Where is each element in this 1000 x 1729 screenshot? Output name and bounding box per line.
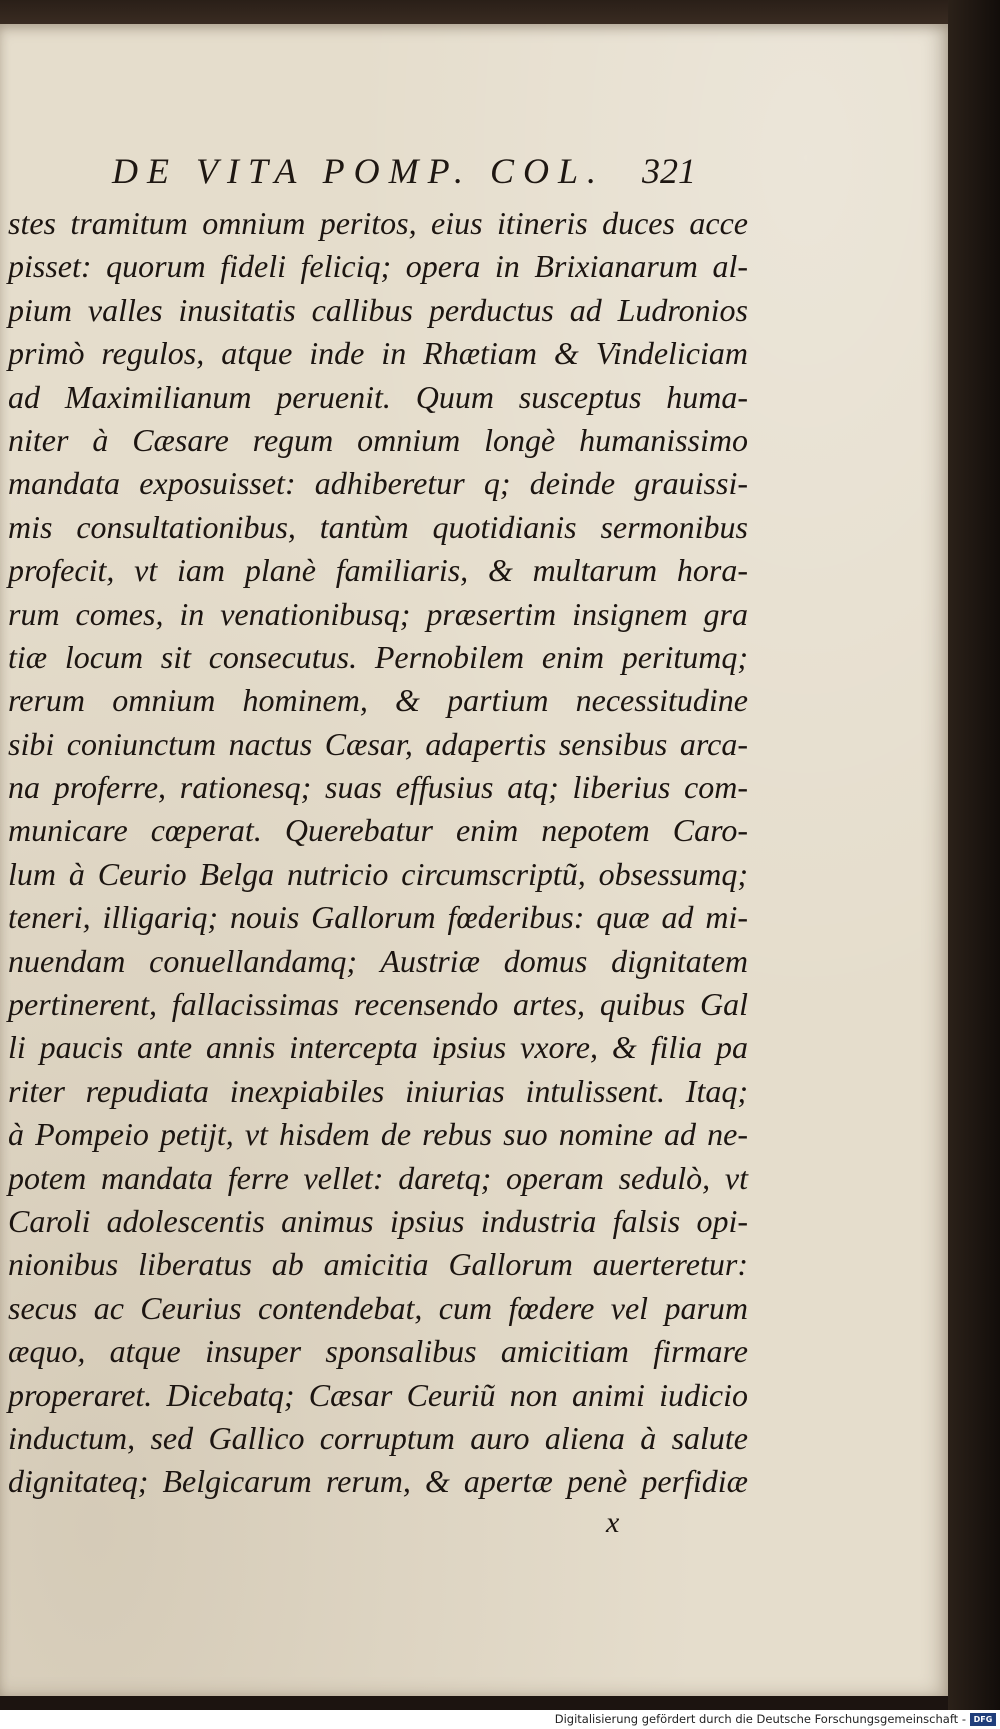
body-text bbox=[8, 202, 748, 1504]
text-line: nionibus liberatus ab amicitia Gallorum auerteretur: bbox=[8, 1246, 748, 1283]
text-line: tiæ locum sit consecutus. Pernobilem enim peritumq; bbox=[8, 638, 748, 675]
text-line: stes tramitum omnium peritos, eius itineris duces acce bbox=[8, 205, 748, 241]
text-line: pertinerent, fallacissimas recensendo artes, quibus Gal bbox=[8, 986, 748, 1023]
text-line: sibi coniunctum nactus Cæsar, adapertis sensibus arca- bbox=[8, 725, 748, 762]
text-line: rerum omnium hominem, & partium necessitudine bbox=[8, 682, 748, 719]
dfg-logo: DFG bbox=[970, 1713, 996, 1726]
text-line: ad Maximilianum peruenit. Quum susceptus huma- bbox=[8, 378, 748, 415]
text-line: rum comes, in venationibusq; præsertim insignem gra bbox=[8, 595, 748, 632]
text-line: Caroli adolescentis animus ipsius industria falsis opi- bbox=[8, 1202, 748, 1239]
text-line: æquo, atque insuper sponsalibus amicitiam firmare bbox=[8, 1333, 748, 1370]
text-line: à Pompeio petijt, vt hisdem de rebus suo nomine ad ne- bbox=[8, 1116, 748, 1153]
text-line: profecit, vt iam planè familiaris, & multarum hora- bbox=[8, 552, 748, 589]
text-line: secus ac Ceurius contendebat, cum fœdere vel parum bbox=[8, 1289, 748, 1326]
page-number: 321 bbox=[642, 151, 696, 191]
signature-mark: x bbox=[606, 1506, 620, 1539]
book-page bbox=[0, 24, 948, 1696]
page-header bbox=[0, 146, 948, 196]
text-line: pisset: quorum fideli feliciq; opera in Brixianarum al- bbox=[8, 248, 748, 285]
text-line: pium valles inusitatis callibus perductus ad Ludronios bbox=[8, 291, 748, 328]
text-line: mandata exposuisset: adhiberetur q; deinde grauissi- bbox=[8, 465, 748, 502]
running-head: DE VITA POMP. COL. bbox=[112, 151, 606, 191]
text-line: riter repudiata inexpiabiles iniurias intulissent. Itaq; bbox=[8, 1072, 748, 1109]
text-line: na proferre, rationesq; suas effusius atq; liberius com- bbox=[8, 769, 748, 806]
text-line: teneri, illigariq; nouis Gallorum fœderibus: quæ ad mi- bbox=[8, 899, 748, 936]
text-line: municare cœperat. Querebatur enim nepotem Caro- bbox=[8, 812, 748, 849]
text-line: primò regulos, atque inde in Rhætiam & Vindeliciam bbox=[8, 335, 748, 372]
text-line: nuendam conuellandamq; Austriæ domus dignitatem bbox=[8, 942, 748, 979]
text-line: niter à Cæsare regum omnium longè humanissimo bbox=[8, 421, 748, 458]
text-line: properaret. Dicebatq; Cæsar Ceuriũ non animi iudicio bbox=[8, 1376, 748, 1413]
text-line: mis consultationibus, tantùm quotidianis sermonibus bbox=[8, 508, 748, 545]
text-line: lum à Ceurio Belga nutricio circumscriptũ, obsessumq; bbox=[8, 855, 748, 892]
text-line: li paucis ante annis intercepta ipsius vxore, & filia pa bbox=[8, 1029, 748, 1066]
text-line: dignitateq; Belgicarum rerum, & apertæ penè perfidiæ bbox=[8, 1463, 748, 1500]
text-line: potem mandata ferre vellet: daretq; operam sedulò, vt bbox=[8, 1159, 748, 1196]
scan-frame-right bbox=[948, 0, 1000, 1729]
scan-frame-top bbox=[0, 0, 1000, 26]
funding-credit: Digitalisierung gefördert durch die Deutsche Forschungsgemeinschaft - bbox=[554, 1712, 966, 1726]
text-line: inductum, sed Gallico corruptum auro aliena à salute bbox=[8, 1419, 748, 1456]
digitization-footer bbox=[0, 1710, 1000, 1729]
